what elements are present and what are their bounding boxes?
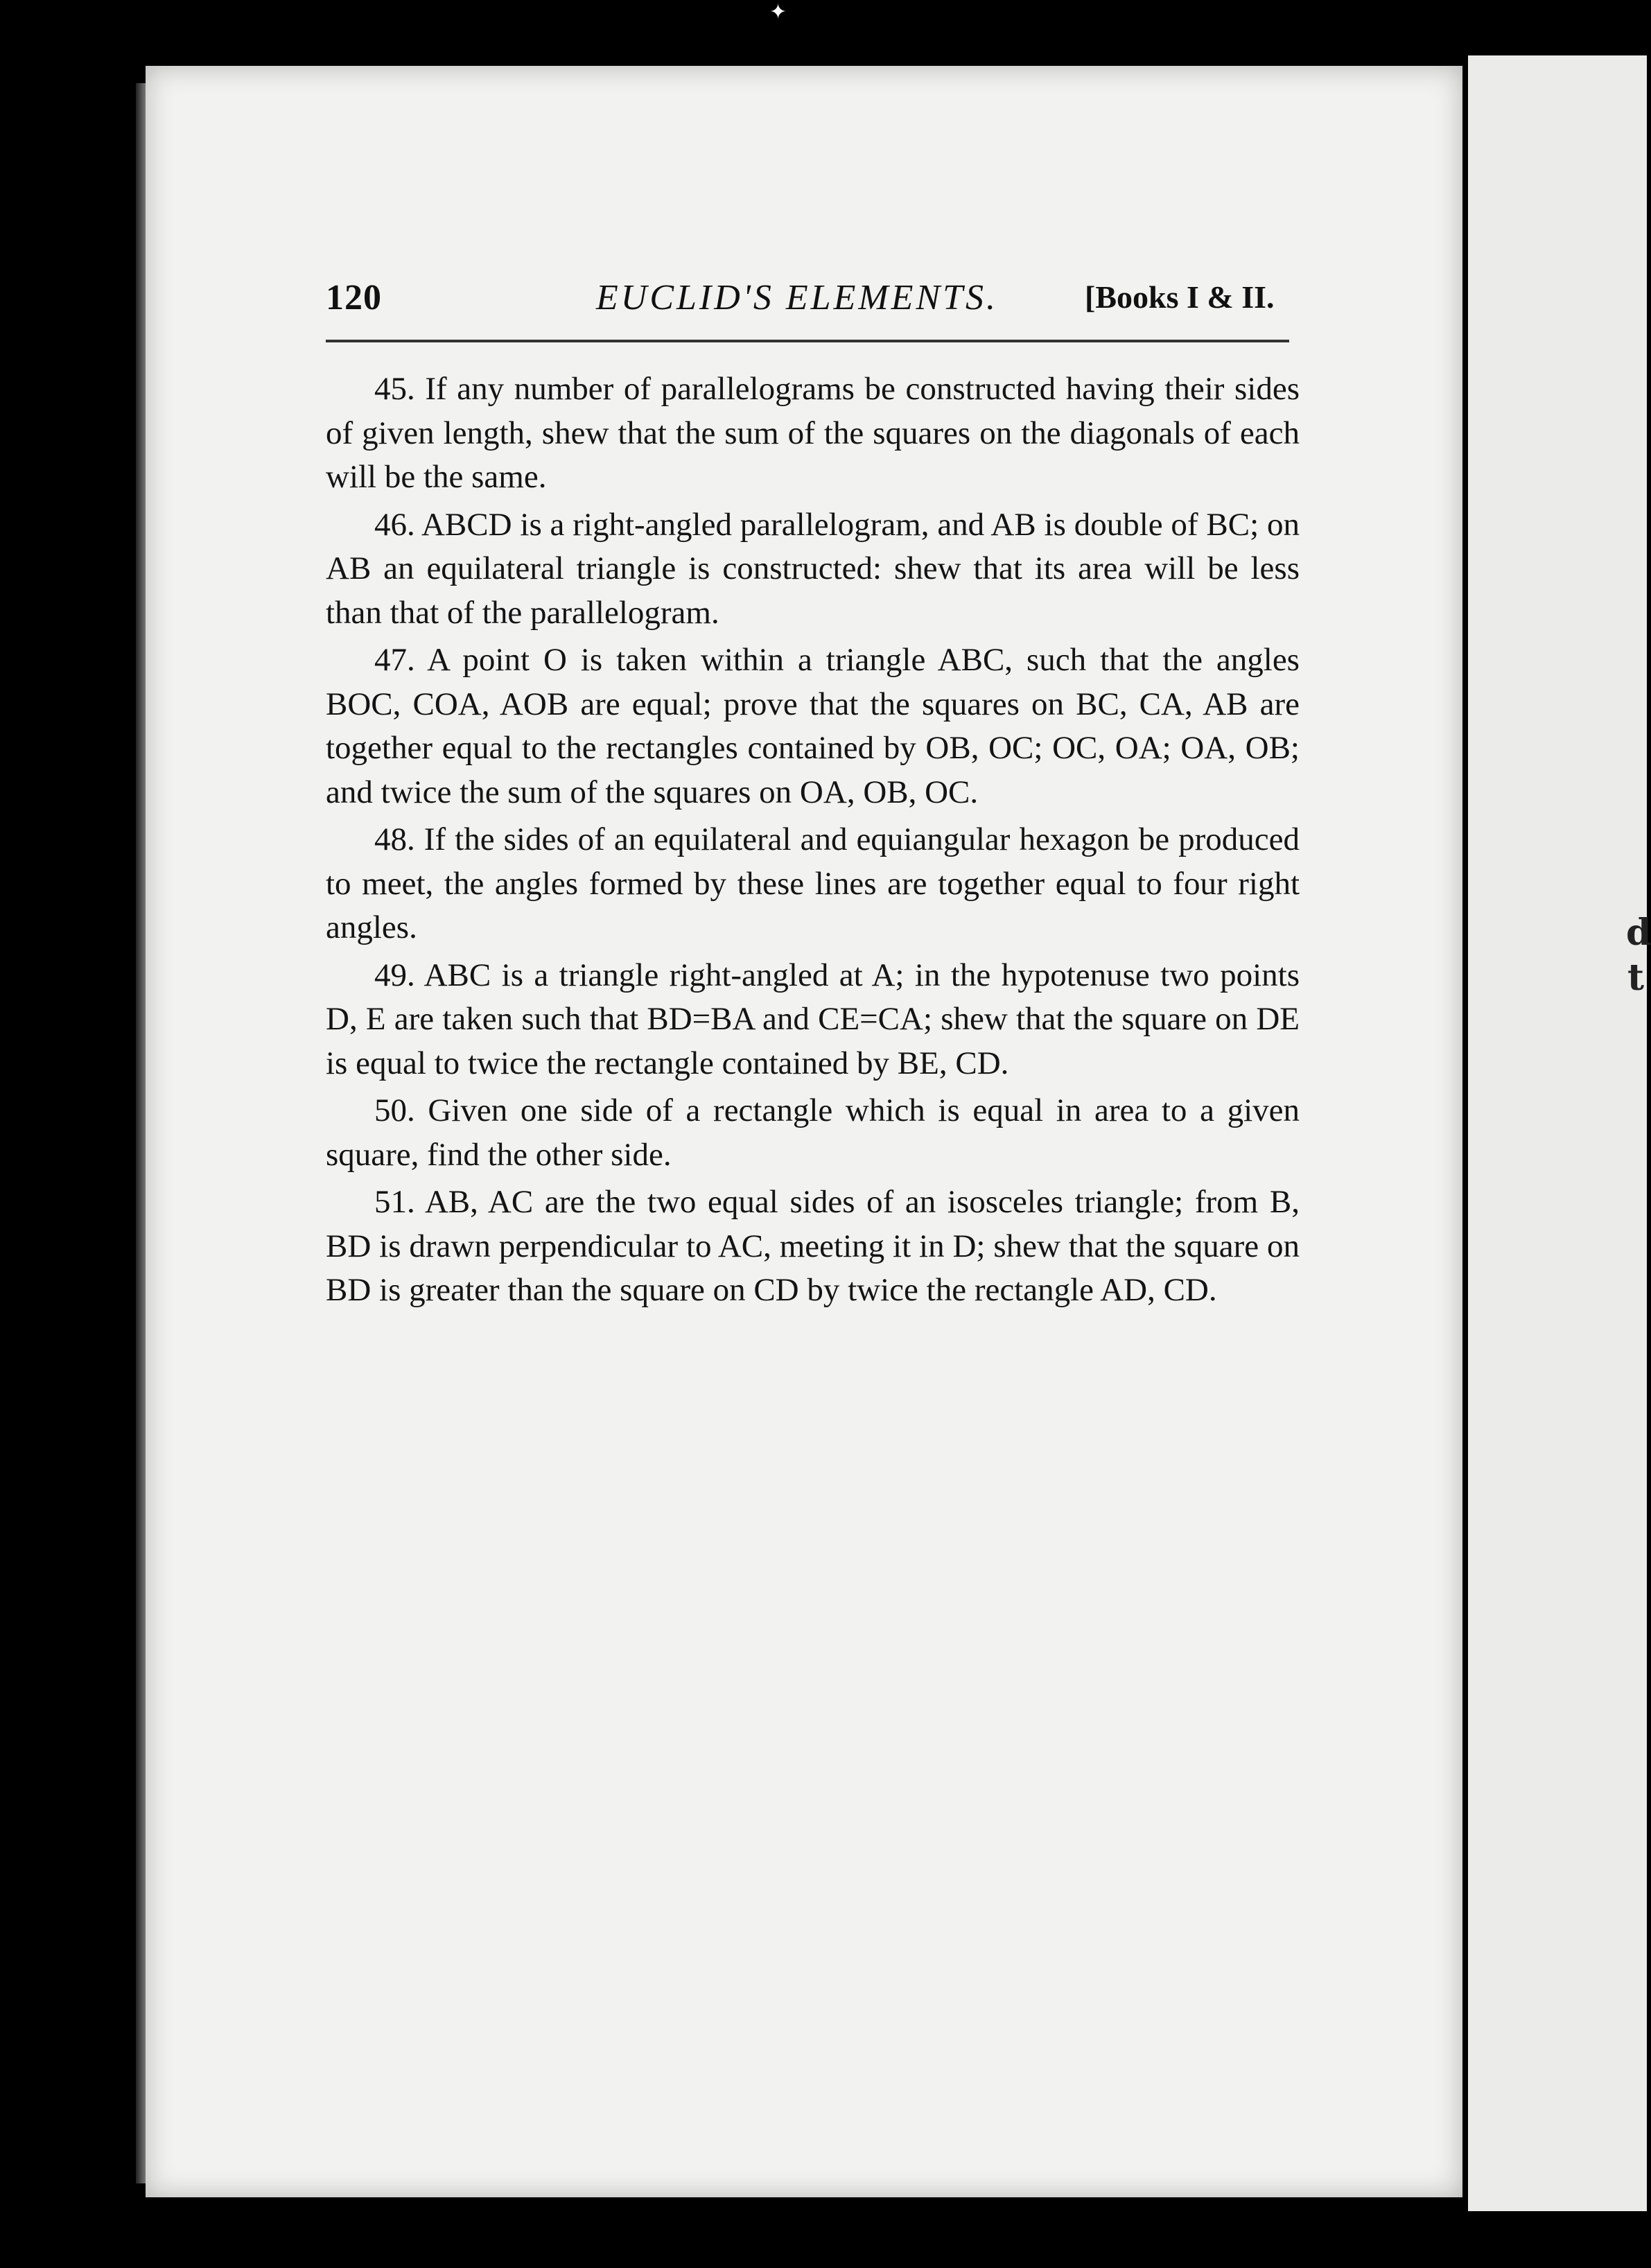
exercise-text: If the sides of an equilateral and equiangular hexagon be produced to meet, the angles formed by these lines are together equal to four right angles.	[326, 821, 1300, 945]
exercise-text: A point O is taken within a triangle ABC, such that the angles BOC, COA, AOB are equal; prove that the squares on BC, CA, AB are together equal to the rectangles contained by OB, OC; OC, OA; OA, OB; and twice the sum of the squares on OA, OB, OC.	[326, 642, 1300, 810]
exercise-number: 48.	[374, 821, 415, 857]
adjacent-page-fragment: d	[1626, 911, 1651, 954]
exercise-text: AB, AC are the two equal sides of an isosceles triangle; from B, BD is drawn perpendicular to AC, meeting it in D; shew that the square on BD is greater than the square on CD by twice the rectangle AD, CD.	[326, 1184, 1300, 1308]
running-title: EUCLID'S ELEMENTS.	[596, 278, 999, 317]
exercise-number: 49.	[374, 957, 415, 993]
exercise-item	[326, 503, 1300, 636]
exercise-text: Given one side of a rectangle which is equal in area to a given square, find the other side.	[326, 1092, 1300, 1173]
exercise-number: 46.	[374, 506, 415, 543]
book-reference: [Books I & II.	[1085, 279, 1275, 315]
exercise-text: If any number of parallelograms be constructed having their sides of given length, shew that the sum of the squares on the diagonals of each will be the same.	[326, 371, 1300, 495]
exercise-text: ABCD is a right-angled parallelogram, and AB is double of BC; on AB an equilateral triangle is constructed: shew that its area will be less than that of the parallelogram.	[326, 506, 1300, 631]
scan-artifact-mark: ✦	[769, 0, 787, 24]
page-number: 120	[326, 278, 382, 317]
adjacent-page-fragment: t	[1627, 957, 1645, 999]
adjacent-page	[1468, 55, 1651, 2211]
exercise-item	[326, 1180, 1300, 1313]
exercise-item	[326, 638, 1300, 814]
exercise-item	[326, 954, 1300, 1086]
exercise-item	[326, 818, 1300, 950]
exercise-item	[326, 1089, 1300, 1177]
exercise-number: 51.	[374, 1184, 415, 1220]
exercise-list	[326, 367, 1300, 1316]
exercise-text: ABC is a triangle right-angled at A; in the hypotenuse two points D, E are taken such that BD=BA and CE=CA; shew that the square on DE is equal to twice the rectangle contained by BE, CD.	[326, 957, 1300, 1081]
exercise-number: 45.	[374, 371, 415, 407]
header-rule	[326, 340, 1289, 342]
exercise-item	[326, 367, 1300, 500]
exercise-number: 47.	[374, 642, 415, 678]
page-header	[326, 277, 1296, 326]
page-edge	[136, 83, 146, 2183]
exercise-number: 50.	[374, 1092, 415, 1128]
